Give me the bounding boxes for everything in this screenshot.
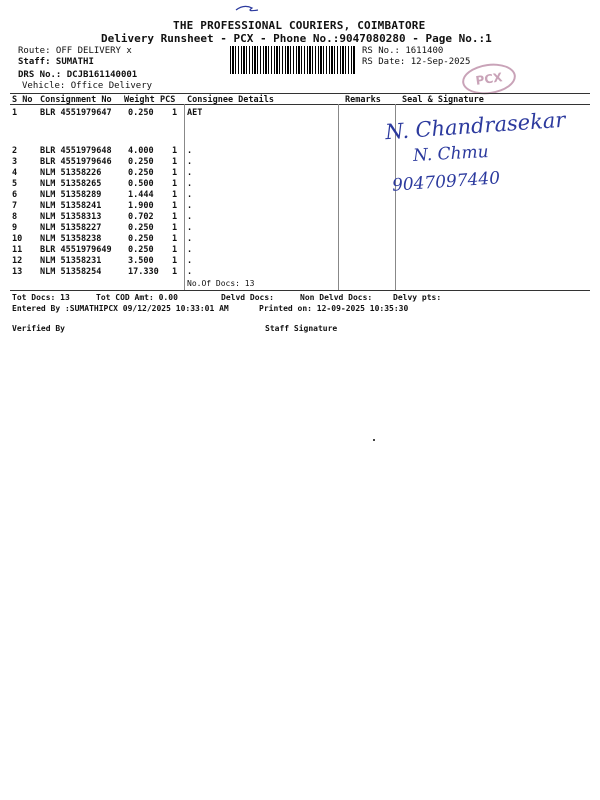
row-pcs: 1: [172, 179, 178, 189]
row-details: .: [187, 223, 193, 233]
row-sno: 3: [12, 157, 18, 167]
row-pcs: 1: [172, 157, 178, 167]
col-divider: [338, 104, 339, 290]
handwritten-phone: 9047097440: [391, 168, 501, 196]
total-cod: Tot COD Amt: 0.00: [96, 293, 178, 302]
col-divider: [184, 104, 185, 290]
no-of-docs: No.Of Docs: 13: [187, 279, 255, 288]
row-weight: 0.250: [128, 245, 154, 255]
col-header-seal: Seal & Signature: [402, 95, 484, 105]
row-sno: 12: [12, 256, 23, 266]
row-pcs: 1: [172, 223, 178, 233]
table-top-rule: [10, 93, 590, 94]
row-consignment: NLM 51358254: [40, 267, 102, 277]
row-consignment: BLR 4551979646: [40, 157, 112, 167]
runsheet-subtitle: Delivery Runsheet - PCX - Phone No.:9047080280 - Page No.:1: [101, 32, 492, 45]
row-sno: 4: [12, 168, 18, 178]
barcode: [230, 46, 356, 74]
rs-date: RS Date: 12-Sep-2025: [362, 57, 471, 67]
row-weight: 0.250: [128, 157, 154, 167]
row-sno: 8: [12, 212, 18, 222]
non-delivered-docs: Non Delvd Docs:: [300, 293, 373, 302]
row-pcs: 1: [172, 234, 178, 244]
row-consignment: BLR 4551979648: [40, 146, 112, 156]
row-weight: 0.250: [128, 168, 154, 178]
row-consignment: NLM 51358226: [40, 168, 102, 178]
row-details: .: [187, 267, 193, 277]
row-weight: 0.250: [128, 108, 154, 118]
staff-signature: Staff Signature: [265, 324, 338, 333]
row-consignment: NLM 51358313: [40, 212, 102, 222]
row-sno: 13: [12, 267, 23, 277]
delivered-docs: Delvd Docs:: [221, 293, 274, 302]
col-header-pcs: PCS: [160, 95, 176, 105]
printed-on: Printed on: 12-09-2025 10:35:30: [259, 304, 409, 313]
row-weight: 1.444: [128, 190, 154, 200]
row-consignment: NLM 51358289: [40, 190, 102, 200]
row-pcs: 1: [172, 201, 178, 211]
row-details: .: [187, 234, 193, 244]
col-header-consignment: Consignment No: [40, 95, 112, 105]
row-pcs: 1: [172, 245, 178, 255]
handwritten-name: N. Chandrasekar: [384, 107, 567, 145]
row-weight: 3.500: [128, 256, 154, 266]
ink-scribble: [232, 2, 262, 14]
row-consignment: BLR 4551979649: [40, 245, 112, 255]
row-weight: 4.000: [128, 146, 154, 156]
row-pcs: 1: [172, 267, 178, 277]
table-bottom-rule: [10, 290, 590, 291]
vehicle-label: Vehicle: Office Delivery: [22, 81, 153, 91]
row-sno: 11: [12, 245, 23, 255]
rs-number: RS No.: 1611400: [362, 46, 444, 56]
row-pcs: 1: [172, 256, 178, 266]
row-consignment: BLR 4551979647: [40, 108, 112, 118]
col-header-consignee: Consignee Details: [187, 95, 274, 105]
row-details: .: [187, 157, 193, 167]
row-details: .: [187, 245, 193, 255]
row-consignment: NLM 51358231: [40, 256, 102, 266]
row-sno: 10: [12, 234, 23, 244]
row-weight: 17.330: [128, 267, 159, 277]
row-pcs: 1: [172, 168, 178, 178]
row-sno: 9: [12, 223, 18, 233]
company-title: THE PROFESSIONAL COURIERS, COIMBATORE: [173, 19, 426, 32]
route-label: Route: OFF DELIVERY x: [18, 46, 132, 56]
row-pcs: 1: [172, 146, 178, 156]
row-pcs: 1: [172, 190, 178, 200]
row-weight: 1.900: [128, 201, 154, 211]
row-sno: 5: [12, 179, 18, 189]
row-consignment: NLM 51358238: [40, 234, 102, 244]
row-details: .: [187, 212, 193, 222]
row-weight: 0.500: [128, 179, 154, 189]
row-sno: 1: [12, 108, 18, 118]
handwritten-initials: N. Chmu: [412, 142, 490, 166]
row-consignment: NLM 51358227: [40, 223, 102, 233]
col-header-sno: S No: [12, 95, 33, 105]
row-weight: 0.702: [128, 212, 154, 222]
row-details: .: [187, 190, 193, 200]
row-details: AET: [187, 108, 203, 118]
row-consignment: NLM 51358265: [40, 179, 102, 189]
stray-mark: [373, 439, 375, 441]
row-weight: 0.250: [128, 223, 154, 233]
row-details: .: [187, 201, 193, 211]
row-sno: 7: [12, 201, 18, 211]
row-details: .: [187, 168, 193, 178]
row-details: .: [187, 256, 193, 266]
row-pcs: 1: [172, 108, 178, 118]
staff-label: Staff: SUMATHI: [18, 57, 94, 67]
row-consignment: NLM 51358241: [40, 201, 102, 211]
delivery-points: Delvy pts:: [393, 293, 442, 302]
verified-by: Verified By: [12, 324, 65, 333]
row-details: .: [187, 179, 193, 189]
col-header-weight: Weight: [124, 95, 155, 105]
col-header-remarks: Remarks: [345, 95, 381, 105]
drs-label: DRS No.: DCJB161140001: [18, 70, 138, 80]
row-details: .: [187, 146, 193, 156]
entered-by: Entered By :SUMATHIPCX 09/12/2025 10:33:01 AM: [12, 304, 229, 313]
pcx-stamp: PCX: [460, 60, 518, 97]
row-sno: 6: [12, 190, 18, 200]
total-docs: Tot Docs: 13: [12, 293, 70, 302]
row-weight: 0.250: [128, 234, 154, 244]
row-sno: 2: [12, 146, 18, 156]
row-pcs: 1: [172, 212, 178, 222]
